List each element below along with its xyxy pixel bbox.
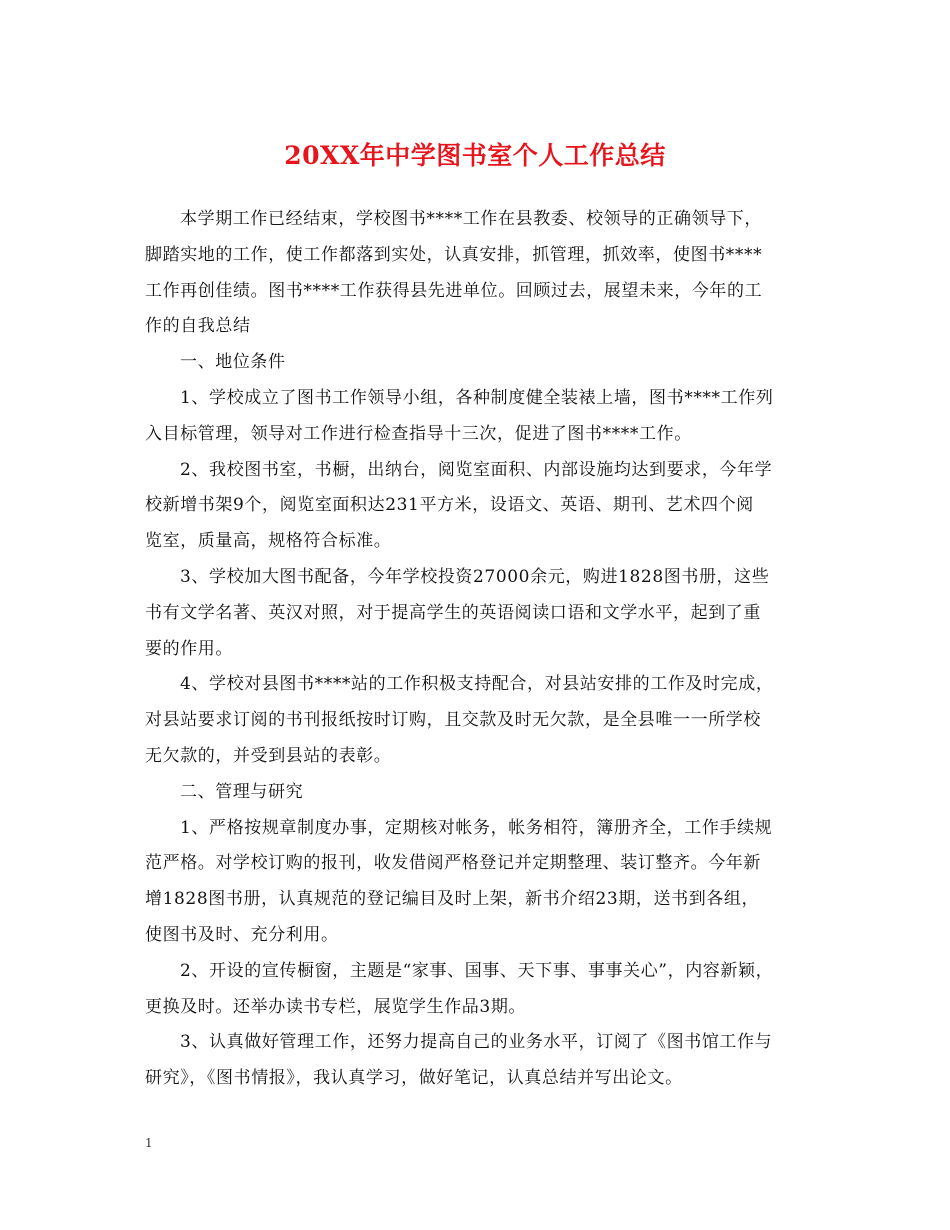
text-line: 要的作用。 — [145, 638, 233, 659]
text-line: 使图书及时、充分利用。 — [145, 924, 339, 945]
page-number: 1 — [145, 1136, 153, 1150]
text-line: 2、开设的宣传橱窗，主题是“家事、国事、天下事、事事关心”，内容新颖， — [180, 960, 774, 981]
text-line: 入目标管理，领导对工作进行检查指导十三次，促进了图书****工作。 — [145, 423, 692, 444]
text-line: 增1828图书册，认真规范的登记编目及时上架，新书介绍23期，送书到各组， — [145, 889, 760, 910]
text-line: 一、地位条件 — [180, 352, 286, 373]
text-line: 3、学校加大图书配备，今年学校投资27000余元，购进1828图书册，这些 — [180, 566, 770, 587]
text-line: 2、我校图书室，书橱，出纳台，阅览室面积、内部设施均达到要求，今年学 — [180, 459, 773, 480]
text-line: 脚踏实地的工作，使工作都落到实处，认真安排，抓管理，抓效率，使图书**** — [145, 244, 763, 265]
text-line: 书有文学名著、英汉对照，对于提高学生的英语阅读口语和文学水平，起到了重 — [145, 602, 761, 623]
text-line: 校新增书架9个，阅览室面积达231平方米，设语文、英语、期刊、艺术四个阅 — [145, 495, 754, 516]
text-line: 作的自我总结 — [145, 316, 251, 337]
text-line: 1、学校成立了图书工作领导小组，各种制度健全装裱上墙，图书****工作列 — [180, 387, 774, 408]
text-line: 范严格。对学校订购的报刊，收发借阅严格登记并定期整理、装订整齐。今年新 — [145, 853, 761, 874]
text-line: 更换及时。还举办读书专栏，展览学生作品3期。 — [145, 996, 527, 1017]
text-line: 览室，质量高，规格符合标准。 — [145, 531, 392, 552]
document-body — [145, 202, 810, 1097]
text-line: 3、认真做好管理工作，还努力提高自己的业务水平，订阅了《图书馆工作与 — [180, 1032, 773, 1053]
text-line: 4、学校对县图书****站的工作积极支持配合，对县站安排的工作及时完成， — [180, 674, 774, 695]
text-line: 无欠款的，并受到县站的表彰。 — [145, 745, 392, 766]
text-line: 研究》，《图书情报》，我认真学习，做好笔记，认真总结并写出论文。 — [145, 1068, 683, 1089]
text-line: 1、严格按规章制度办事，定期核对帐务，帐务相符，簿册齐全，工作手续规 — [180, 817, 773, 838]
text-line: 本学期工作已经结束，学校图书****工作在县教委、校领导的正确领导下， — [180, 209, 762, 229]
text-line: 对县站要求订阅的书刊报纸按时订购，且交款及时无欠款，是全县唯一一所学校 — [145, 710, 761, 731]
document-title: 20XX年中学图书室个人工作总结 — [284, 141, 666, 170]
text-line: 二、管理与研究 — [180, 781, 304, 802]
text-line: 工作再创佳绩。图书****工作获得县先进单位。回顾过去，展望未来，今年的工 — [145, 280, 763, 301]
